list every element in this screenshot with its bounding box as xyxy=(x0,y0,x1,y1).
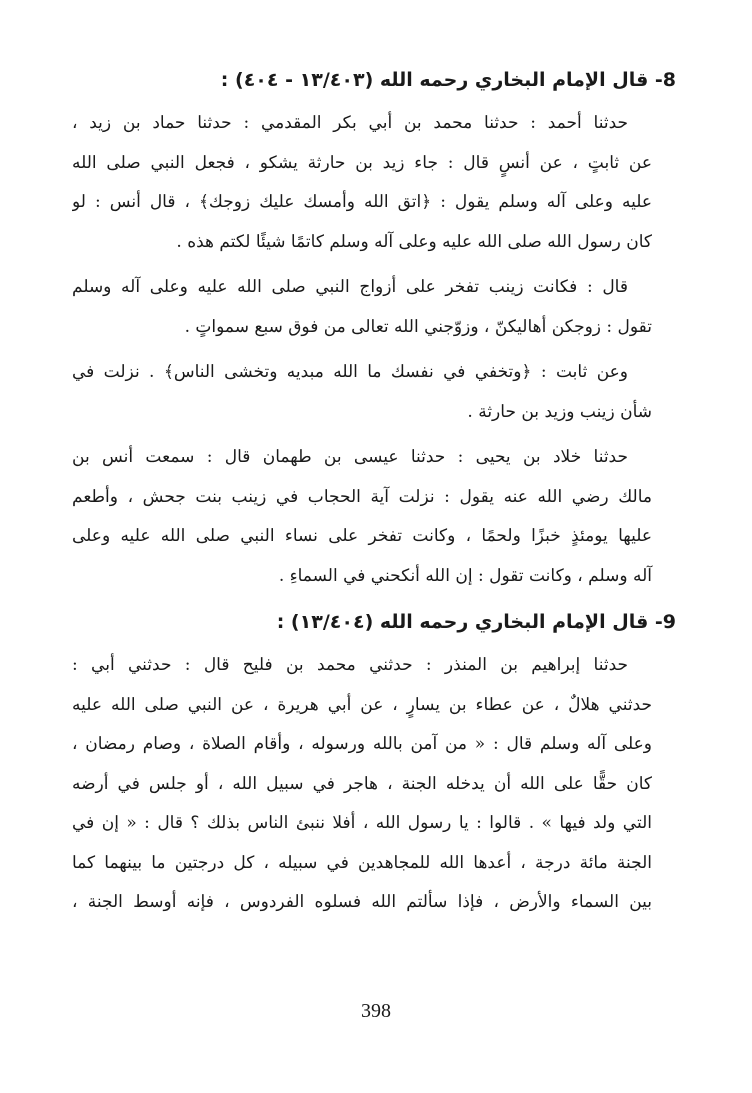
paragraph-9-1 xyxy=(72,646,676,923)
text-line: قال : فكانت زينب تفخر على أزواج النبي صلى الله عليه وعلى آله وسلم xyxy=(72,277,628,297)
text-line: عن ثابتٍ ، عن أنسٍ قال : جاء زيد بن حارثة يشكو ، فجعل النبي صلى الله xyxy=(72,152,652,173)
text-line: وعلى آله وسلم قال : « من آمن بالله ورسوله ، وأقام الصلاة ، وصام رمضان ، xyxy=(72,734,652,754)
text-line: كان رسول الله صلى الله عليه وعلى آله وسلم كاتمًا شيئًا لكتم هذه . xyxy=(176,231,652,252)
section-heading-9: 9- قال الإمام البخاري رحمه الله (١٣/٤٠٤) : xyxy=(276,611,676,633)
paragraph-8-1 xyxy=(72,104,676,262)
text-line: آله وسلم ، وكانت تقول : إن الله أنكحني في السماءِ . xyxy=(278,565,652,586)
text-line: وعن ثابت : ﴿وتخفي في نفسك ما الله مبديه وتخشى الناس﴾ . نزلت في xyxy=(72,362,628,382)
paragraph-8-3 xyxy=(72,353,676,432)
text-line: الجنة مائة درجة ، أعدها الله للمجاهدين في سبيله ، كل درجتين ما بينهما كما xyxy=(72,852,652,873)
page-number: 398 xyxy=(361,1000,391,1022)
section-heading-8: 8- قال الإمام البخاري رحمه الله (١٣/٤٠٣ - ٤٠٤) : xyxy=(220,69,676,91)
text-line: تقول : زوجكن أهاليكنّ ، وزوّجني الله تعالى من فوق سبع سمواتٍ . xyxy=(184,316,652,337)
text-line: بين السماء والأرض ، فإذا سألتم الله فسلوه الفردوس ، فإنه أوسط الجنة ، xyxy=(72,892,652,912)
text-line: حدثنا خلاد بن يحيى : حدثنا عيسى بن طهمان قال : سمعت أنس بن xyxy=(72,447,628,467)
text-line: حدثنا أحمد : حدثنا محمد بن أبي بكر المقدمي : حدثنا حماد بن زيد ، xyxy=(72,113,628,133)
text-line: حدثنا إبراهيم بن المنذر : حدثني محمد بن فليح قال : حدثني أبي : xyxy=(72,655,628,675)
text-line: حدثني هلالٌ ، عن عطاء بن يسارٍ ، عن أبي هريرة ، عن النبي صلى الله عليه xyxy=(72,694,652,715)
text-line: مالك رضي الله عنه يقول : نزلت آية الحجاب في زينب بنت جحش ، وأطعم xyxy=(72,486,652,507)
page-body xyxy=(72,60,676,1040)
paragraph-8-4 xyxy=(72,438,676,596)
text-line: شأن زينب وزيد بن حارثة . xyxy=(467,401,652,422)
text-line: عليه وعلى آله وسلم يقول : ﴿اتق الله وأمسك عليك زوجك﴾ ، قال أنس : لو xyxy=(72,192,652,212)
text-line: كان حقًّا على الله أن يدخله الجنة ، هاجر في سبيل الله ، أو جلس في أرضه xyxy=(72,773,652,794)
paragraph-8-2 xyxy=(72,268,676,347)
text-line: التي ولد فيها » . قالوا : يا رسول الله ، أفلا ننبئ الناس بذلك ؟ قال : « إن في xyxy=(72,813,652,833)
text-line: عليها يومئذٍ خبزًا ولحمًا ، وكانت تفخر على نساء النبي صلى الله عليه وعلى xyxy=(72,526,652,546)
